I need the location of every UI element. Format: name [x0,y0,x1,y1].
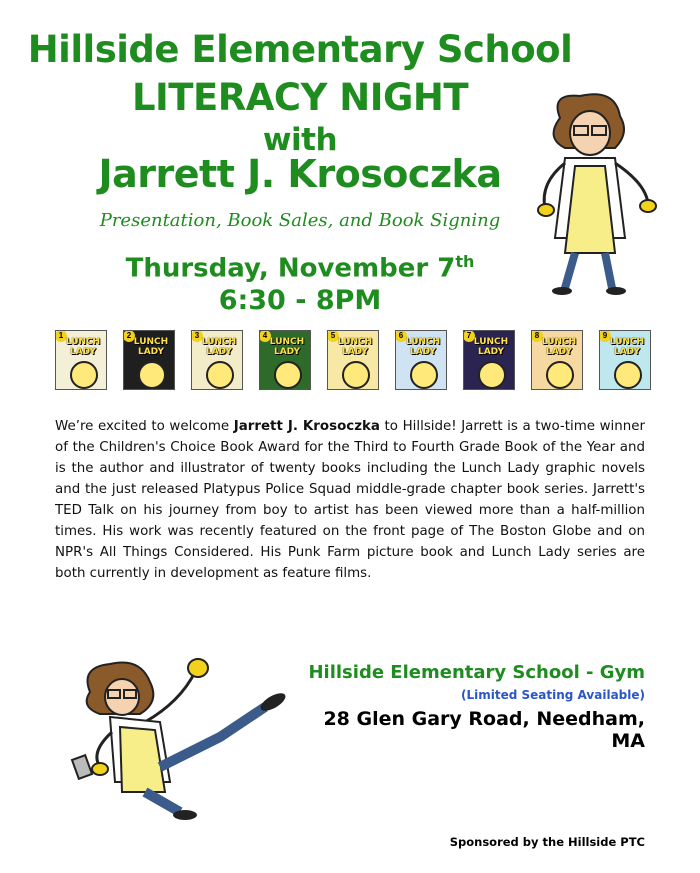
book-figure-icon [138,361,166,389]
description-intro: We’re excited to welcome [55,419,234,434]
venue-name: Hillside Elementary School - Gym [308,662,645,683]
author-title: Jarrett J. Krosoczka [98,152,502,196]
seating-note: (Limited Seating Available) [461,688,645,702]
lunch-lady-standing-icon [520,88,670,298]
book-number: 8 [531,330,543,342]
book-cover-row [55,330,650,392]
book-figure-icon [70,361,98,389]
with-text: with [262,122,338,158]
book-number: 3 [191,330,203,342]
date-suffix: th [455,252,475,271]
book-title: LUNCH LADY [405,337,441,357]
book-figure-icon [614,361,642,389]
book-title: LUNCH LADY [133,337,169,357]
book-title: LUNCH LADY [609,337,645,357]
lunch-lady-kicking-icon [70,652,305,827]
book-figure-icon [206,361,234,389]
event-subtitle: Presentation, Book Sales, and Book Signing [99,210,501,231]
book-number: 2 [123,330,135,342]
book-title: LUNCH LADY [201,337,237,357]
book-cover [55,330,107,390]
book-title: LUNCH LADY [65,337,101,357]
book-figure-icon [546,361,574,389]
school-title: Hillside Elementary School [27,28,573,71]
book-cover [123,330,175,390]
book-number: 1 [55,330,67,342]
book-cover [531,330,583,390]
book-cover [259,330,311,390]
book-title: LUNCH LADY [541,337,577,357]
book-number: 4 [259,330,271,342]
book-figure-icon [478,361,506,389]
sponsor-note: Sponsored by the Hillside PTC [449,835,645,849]
description-rest: to Hillside! Jarrett is a two-time winner of the Children's Choice Book Award for the Third to Fourth Grade Book of the Year and is the author and illustrator of twenty books including the Lunch Lady graphic novels and the just released Platypus Police Squad middle-grade chapter book series. Jarrett's TED Talk on his journey from boy to artist has been viewed more than a half-million times. His work was recently featured on the front page of The Boston Globe and on NPR's All Things Considered. His Punk Farm picture book and Lunch Lady series are both currently in development as feature films. [55,419,645,581]
book-title: LUNCH LADY [269,337,305,357]
book-cover [599,330,651,390]
book-title: LUNCH LADY [473,337,509,357]
date-main: Thursday, November 7 [125,253,456,284]
book-number: 6 [395,330,407,342]
event-title: LITERACY NIGHT [131,76,469,119]
book-number: 5 [327,330,339,342]
book-title: LUNCH LADY [337,337,373,357]
book-cover [327,330,379,390]
event-date [0,252,600,284]
book-figure-icon [274,361,302,389]
book-cover [191,330,243,390]
description-author-name: Jarrett J. Krosoczka [233,419,380,434]
book-figure-icon [410,361,438,389]
book-number: 7 [463,330,475,342]
book-cover [463,330,515,390]
book-figure-icon [342,361,370,389]
book-cover [395,330,447,390]
event-time: 6:30 - 8PM [218,285,382,316]
venue-address: 28 Glen Gary Road, Needham, MA [323,708,645,752]
book-number: 9 [599,330,611,342]
author-description [55,416,645,584]
